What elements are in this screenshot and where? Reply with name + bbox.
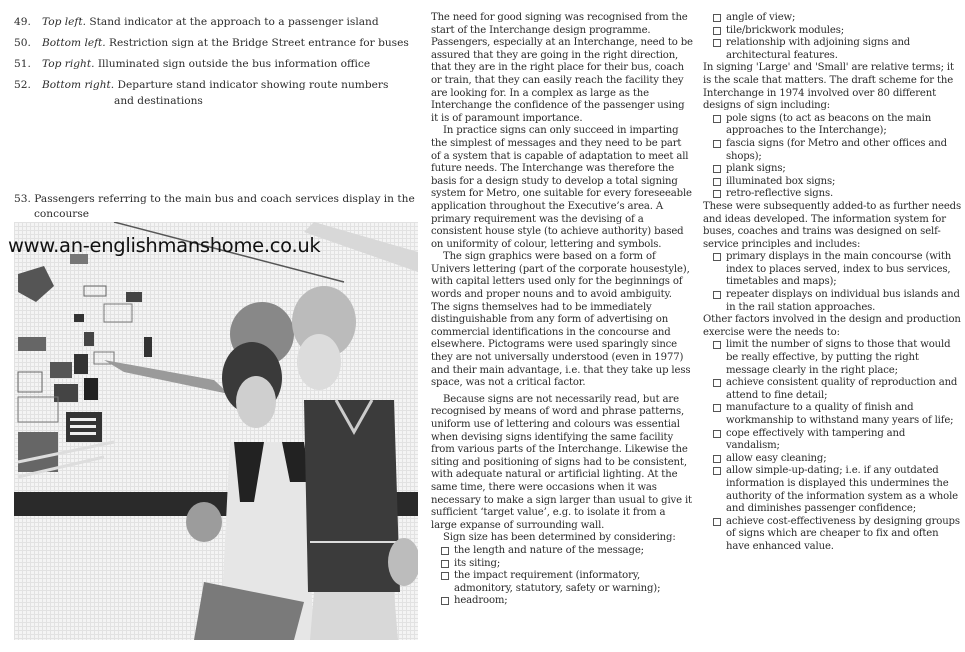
sign-types-list: [703, 113, 961, 201]
caption-position: Bottom left.: [42, 37, 106, 49]
checkbox-icon: [713, 178, 721, 186]
list-item-text: allow easy cleaning;: [726, 452, 827, 464]
caption-position: Top right.: [42, 58, 95, 70]
list-item: [713, 163, 961, 176]
caption-number: 51.: [14, 58, 31, 70]
caption-51: [14, 56, 414, 72]
list-item-text: the impact requirement (informatory, admonitory, statutory, safety or warning);: [454, 570, 661, 594]
list-item-text: tile/brickwork modules;: [726, 24, 844, 36]
list-item-text: manufacture to a quality of finish and workmanship to withstand many years of life;: [726, 402, 954, 426]
checkbox-icon: [713, 379, 721, 387]
list-item-text: primary displays in the main concourse (with index to places served, index to bus services, timetables and maps);: [726, 251, 952, 288]
checkbox-icon: [713, 14, 721, 22]
list-item-text: illuminated box signs;: [726, 175, 836, 187]
checkbox-icon: [713, 404, 721, 412]
list-item: [713, 37, 961, 62]
caption-53: [14, 192, 434, 222]
list-item: [713, 339, 961, 377]
article-column-3: [703, 12, 961, 554]
checkbox-icon: [713, 467, 721, 475]
list-item: [713, 453, 961, 466]
caption-number: 52.: [14, 79, 31, 91]
list-item: [713, 12, 961, 25]
watermark-url: www.an-englishmanshome.co.uk: [8, 234, 321, 257]
caption-text: Restriction sign at the Bridge Street entrance for buses: [109, 37, 409, 49]
checkbox-icon: [713, 27, 721, 35]
list-item: [713, 402, 961, 427]
caption-49: [14, 14, 414, 30]
checkbox-icon: [713, 253, 721, 261]
article-column-2: [431, 12, 693, 608]
caption-number: 53.: [14, 193, 31, 205]
list-item-text: fascia signs (for Metro and other offices and shops);: [726, 137, 947, 162]
list-item-text: allow simple-up-dating; i.e. if any outdated information is displayed this undermines the authority of the information system as a whole and diminishes passenger confidence;: [726, 465, 958, 515]
checkbox-icon: [441, 547, 449, 555]
checkbox-icon: [713, 430, 721, 438]
caption-50: [14, 35, 414, 51]
paragraph: In signing 'Large' and 'Small' are relative terms; it is the scale that matters. The draft scheme for the Interchange in 1974 involved over 80 different designs of sign including:: [703, 62, 954, 112]
caption-text: Illuminated sign outside the bus information office: [97, 58, 371, 70]
concourse-photo: [14, 222, 418, 640]
paragraph: Because signs are not necessarily read, but are recognised by means of word and phrase patterns, uniform use of lettering and colours was essential when devising signs identifying the same facility from various parts of the Interchange. Likewise the siting and positioning of signs had to be consistent, with adequate natural or artificial lighting. At the same time, there were occasions when it was necessary to make a sign larger than usual to give it sufficient ‘target value’, e.g. to isolate it from a large expanse of surrounding wall.: [431, 393, 692, 531]
list-item-text: pole signs (to act as beacons on the main approaches to the Interchange);: [726, 112, 932, 137]
paragraph: These were subsequently added-to as further needs and ideas developed. The information system for buses, coaches and trains was designed on self-service principles and includes:: [703, 200, 962, 250]
list-item-text: achieve cost-effectiveness by designing groups of signs which are cheaper to fix and often have enhanced value.: [726, 515, 960, 552]
checkbox-icon: [713, 455, 721, 463]
checkbox-icon: [441, 597, 449, 605]
list-item: [441, 545, 693, 558]
list-item-text: plank signs;: [726, 163, 786, 175]
checkbox-icon: [441, 560, 449, 568]
caption-number: 49.: [14, 16, 31, 28]
paragraph: Sign size has been determined by considering:: [443, 532, 676, 544]
size-factors-list-continued: [703, 12, 961, 62]
list-item: [713, 465, 961, 515]
paragraph: The need for good signing was recognised from the start of the Interchange design programme. Passengers, especially at an Interchange, need to be assured that they are going in the right direction, that they are in the right place for their bus, coach or train, that they can easily reach the facility they are looking for. In a complex as large as the Interchange the confidence of the passenger using it is of paramount importance.: [431, 12, 693, 124]
caption-text: Departure stand indicator showing route numbers: [117, 79, 389, 91]
list-item: [713, 113, 961, 138]
photo-illustration: [14, 222, 418, 640]
displays-list: [703, 251, 961, 314]
list-item-text: the length and nature of the message;: [454, 544, 644, 556]
caption-text-continued: and destinations: [114, 95, 203, 107]
list-item: [713, 176, 961, 189]
checkbox-icon: [713, 140, 721, 148]
list-item-text: relationship with adjoining signs and architectural features.: [726, 37, 911, 61]
checkbox-icon: [713, 39, 721, 47]
caption-number: 50.: [14, 37, 31, 49]
caption-text: Stand indicator at the approach to a passenger island: [89, 16, 379, 28]
list-item: [441, 558, 693, 571]
list-item-text: limit the number of signs to those that would be really effective, by putting the right message clearly in the right place;: [726, 339, 951, 376]
caption-position: Bottom right.: [42, 79, 115, 91]
list-item: [713, 138, 961, 163]
list-item-text: angle of view;: [726, 12, 796, 23]
list-item-text: its siting;: [454, 557, 501, 569]
caption-position: Top left.: [42, 16, 86, 28]
list-item-text: headroom;: [454, 595, 508, 607]
list-item: [713, 289, 961, 314]
checkbox-icon: [713, 291, 721, 299]
checkbox-icon: [713, 341, 721, 349]
list-item-text: cope effectively with tampering and vandalism;: [726, 427, 906, 452]
paragraph: The sign graphics were based on a form of Univers lettering (part of the corporate housestyle), with capital letters used only for the beginnings of words and proper nouns and to avoid ambiguity. The signs themselves had to be immediately distinguishable from any form of advertising on commercial identifications in the concourse and elsewhere. Pictograms were used sparingly since they are not universally understood (even in 1977) and their main advantage, i.e. that they take up less space, was not a critical factor.: [431, 251, 691, 389]
caption-52: [14, 77, 414, 109]
size-factors-list: [431, 545, 693, 608]
list-item: [713, 25, 961, 38]
list-item: [713, 428, 961, 453]
checkbox-icon: [713, 165, 721, 173]
checkbox-icon: [441, 572, 449, 580]
list-item-text: repeater displays on individual bus islands and in the rail station approaches.: [726, 289, 960, 313]
caption-text: Passengers referring to the main bus and coach services display in the concourse: [34, 193, 415, 220]
list-item: [713, 516, 961, 554]
list-item: [713, 188, 961, 201]
list-item-text: retro-reflective signs.: [726, 188, 834, 200]
list-item: [713, 251, 961, 289]
paragraph: In practice signs can only succeed in imparting the simplest of messages and they need to be part of a system that is capable of adaptation to meet all future needs. The Interchange was therefore the basis for a design study to develop a total signing system for Metro, one suitable for every foreseeable application throughout the Executive’s area. A primary requirement was the devising of a consistent house style (to achieve authority) based on uniformity of colour, lettering and symbols.: [431, 125, 692, 250]
list-item: [713, 377, 961, 402]
needs-list: [703, 339, 961, 553]
list-item: [441, 570, 693, 595]
checkbox-icon: [713, 518, 721, 526]
checkbox-icon: [713, 115, 721, 123]
checkbox-icon: [713, 190, 721, 198]
list-item: [441, 595, 693, 608]
paragraph: Other factors involved in the design and production exercise were the needs to:: [703, 314, 961, 338]
list-item-text: achieve consistent quality of reproduction and attend to fine detail;: [726, 377, 958, 401]
figure-captions: [14, 14, 414, 109]
